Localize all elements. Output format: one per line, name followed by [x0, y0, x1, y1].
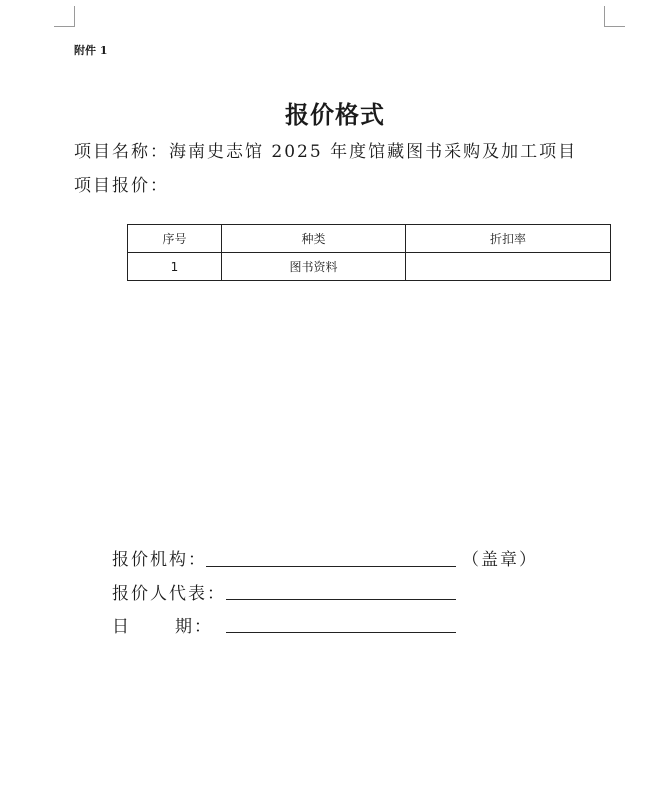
- crop-mark-top-right: [604, 6, 625, 27]
- project-quote-line: 项目报价：: [74, 176, 169, 196]
- cell-index: 1: [128, 253, 222, 281]
- quoting-org-underline: [206, 566, 456, 567]
- table-row: [128, 253, 611, 281]
- project-name-line: 项目名称：海南史志馆 2025 年度馆藏图书采购及加工项目: [74, 142, 578, 162]
- crop-mark-top-left: [54, 6, 75, 27]
- cell-category: 图书资料: [222, 253, 406, 281]
- quote-table: [127, 224, 611, 281]
- header-index: 序号: [128, 225, 222, 253]
- date-label-char-2: 期：: [175, 617, 213, 637]
- page-title: 报价格式: [285, 100, 385, 129]
- date-label-char-1: 日: [112, 617, 131, 637]
- representative-label: 报价人代表：: [112, 584, 226, 604]
- date-underline: [226, 632, 456, 633]
- attachment-label: 附件 1: [74, 44, 108, 57]
- representative-underline: [226, 599, 456, 600]
- date-label: [112, 612, 213, 637]
- header-discount-rate: 折扣率: [406, 225, 611, 253]
- table-header-row: [128, 225, 611, 253]
- header-category: 种类: [222, 225, 406, 253]
- quoting-org-label: 报价机构：: [112, 550, 207, 570]
- cell-discount-rate: [406, 253, 611, 281]
- seal-label: （盖章）: [462, 550, 538, 570]
